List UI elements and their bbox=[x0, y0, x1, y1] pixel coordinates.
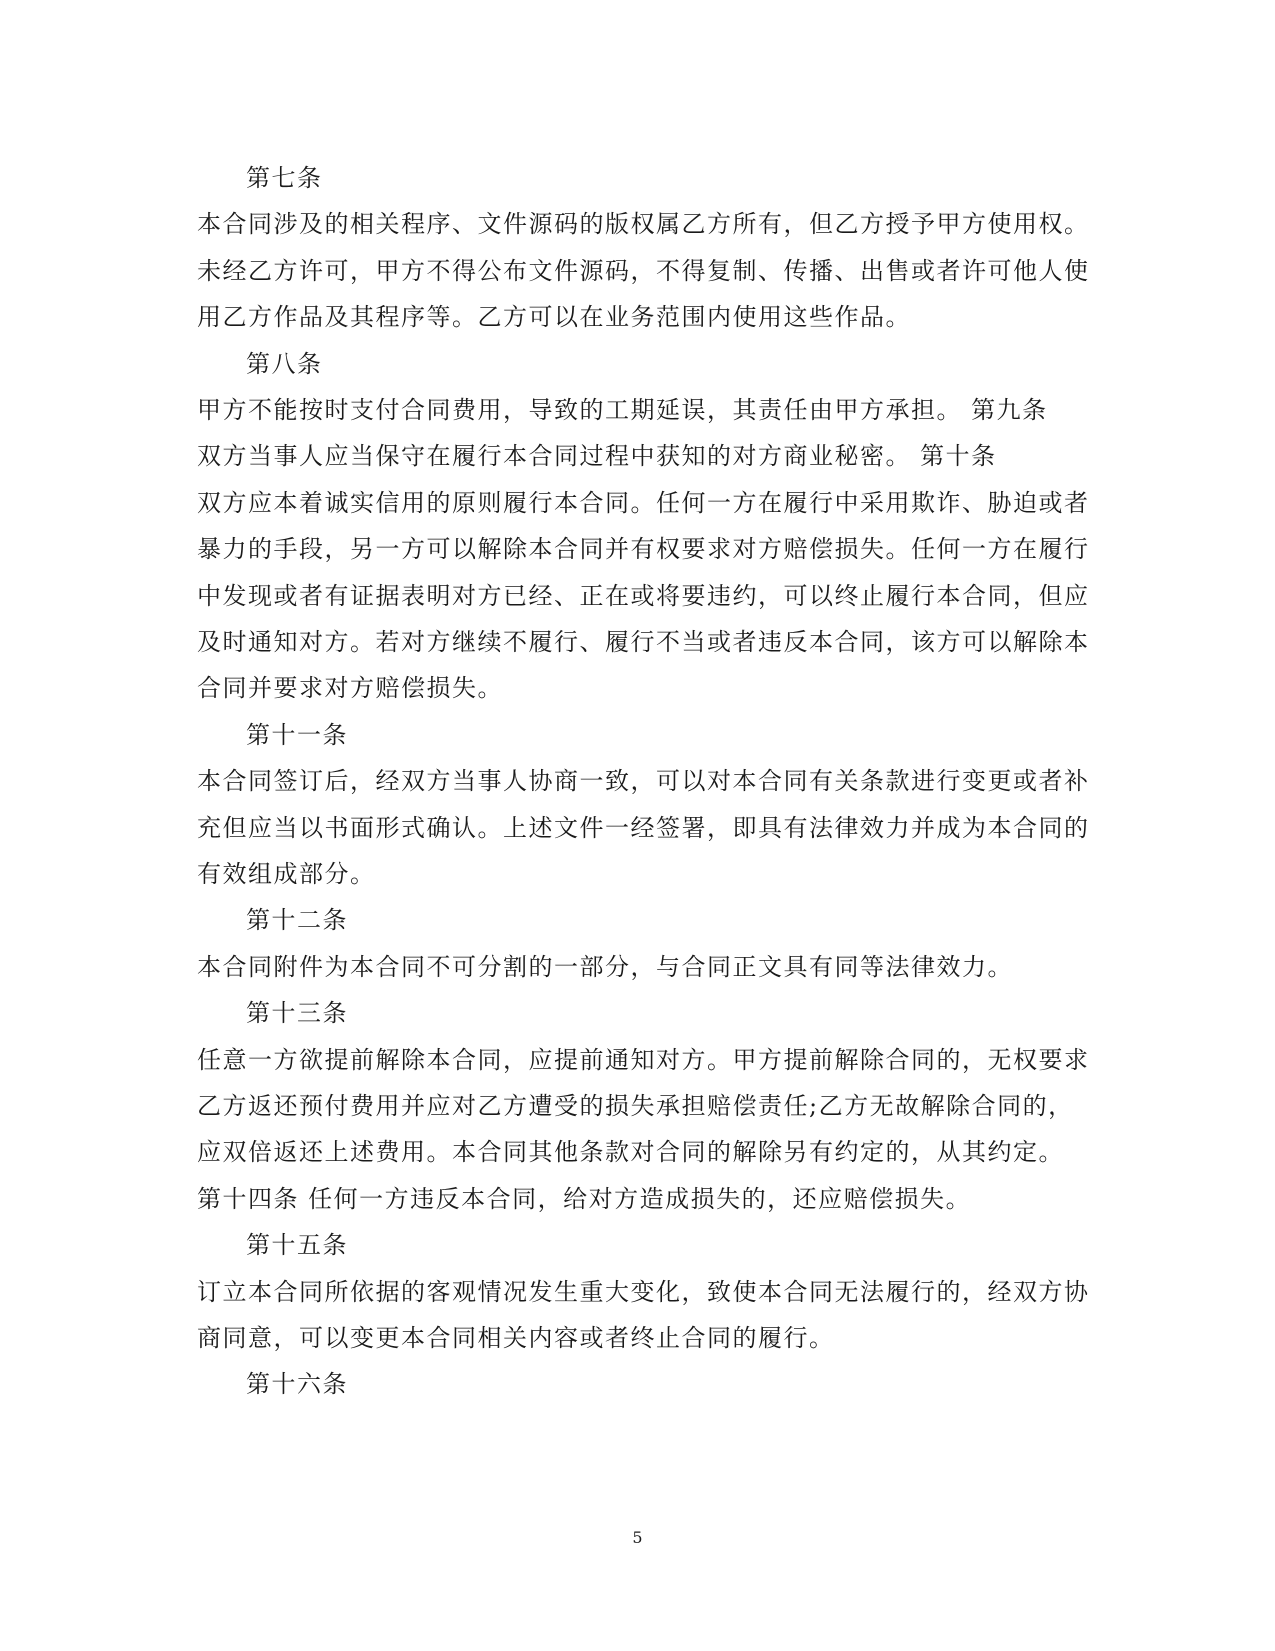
article-7-heading: 第七条 bbox=[246, 164, 323, 192]
article-8-heading: 第八条 bbox=[246, 350, 323, 378]
article-16-heading: 第十六条 bbox=[246, 1370, 348, 1398]
body-line: 订立本合同所依据的客观情况发生重大变化，致使本合同无法履行的，经双方协 bbox=[197, 1278, 1090, 1306]
body-line: 中发现或者有证据表明对方已经、正在或将要违约，可以终止履行本合同，但应 bbox=[197, 582, 1090, 610]
body-line: 本合同涉及的相关程序、文件源码的版权属乙方所有，但乙方授予甲方使用权。 bbox=[197, 210, 1090, 238]
body-line: 商同意，可以变更本合同相关内容或者终止合同的履行。 bbox=[197, 1324, 835, 1352]
body-line: 合同并要求对方赔偿损失。 bbox=[197, 674, 503, 702]
body-line: 充但应当以书面形式确认。上述文件一经签署，即具有法律效力并成为本合同的 bbox=[197, 814, 1090, 842]
body-line: 未经乙方许可，甲方不得公布文件源码，不得复制、传播、出售或者许可他人使 bbox=[197, 257, 1090, 285]
body-line: 应双倍返还上述费用。本合同其他条款对合同的解除另有约定的，从其约定。 bbox=[197, 1138, 1064, 1166]
article-14-line: 第十四条 任何一方违反本合同，给对方造成损失的，还应赔偿损失。 bbox=[197, 1185, 972, 1213]
body-line: 乙方返还预付费用并应对乙方遭受的损失承担赔偿责任;乙方无故解除合同的， bbox=[197, 1092, 1074, 1120]
body-line: 有效组成部分。 bbox=[197, 860, 376, 888]
body-line: 本合同签订后，经双方当事人协商一致，可以对本合同有关条款进行变更或者补 bbox=[197, 767, 1090, 795]
page-number: 5 bbox=[632, 1528, 643, 1547]
body-line: 双方应本着诚实信用的原则履行本合同。任何一方在履行中采用欺诈、胁迫或者 bbox=[197, 489, 1090, 517]
body-line: 及时通知对方。若对方继续不履行、履行不当或者违反本合同，该方可以解除本 bbox=[197, 628, 1090, 656]
article-12-heading: 第十二条 bbox=[246, 906, 348, 934]
article-13-heading: 第十三条 bbox=[246, 999, 348, 1027]
body-line: 任意一方欲提前解除本合同，应提前通知对方。甲方提前解除合同的，无权要求 bbox=[197, 1046, 1090, 1074]
body-line: 本合同附件为本合同不可分割的一部分，与合同正文具有同等法律效力。 bbox=[197, 953, 1013, 981]
body-line: 暴力的手段，另一方可以解除本合同并有权要求对方赔偿损失。任何一方在履行 bbox=[197, 535, 1090, 563]
article-15-heading: 第十五条 bbox=[246, 1231, 348, 1259]
body-line: 双方当事人应当保守在履行本合同过程中获知的对方商业秘密。 第十条 bbox=[197, 442, 997, 470]
body-line: 用乙方作品及其程序等。乙方可以在业务范围内使用这些作品。 bbox=[197, 303, 911, 331]
body-line: 甲方不能按时支付合同费用，导致的工期延误，其责任由甲方承担。 第九条 bbox=[197, 396, 1048, 424]
article-11-heading: 第十一条 bbox=[246, 721, 348, 749]
